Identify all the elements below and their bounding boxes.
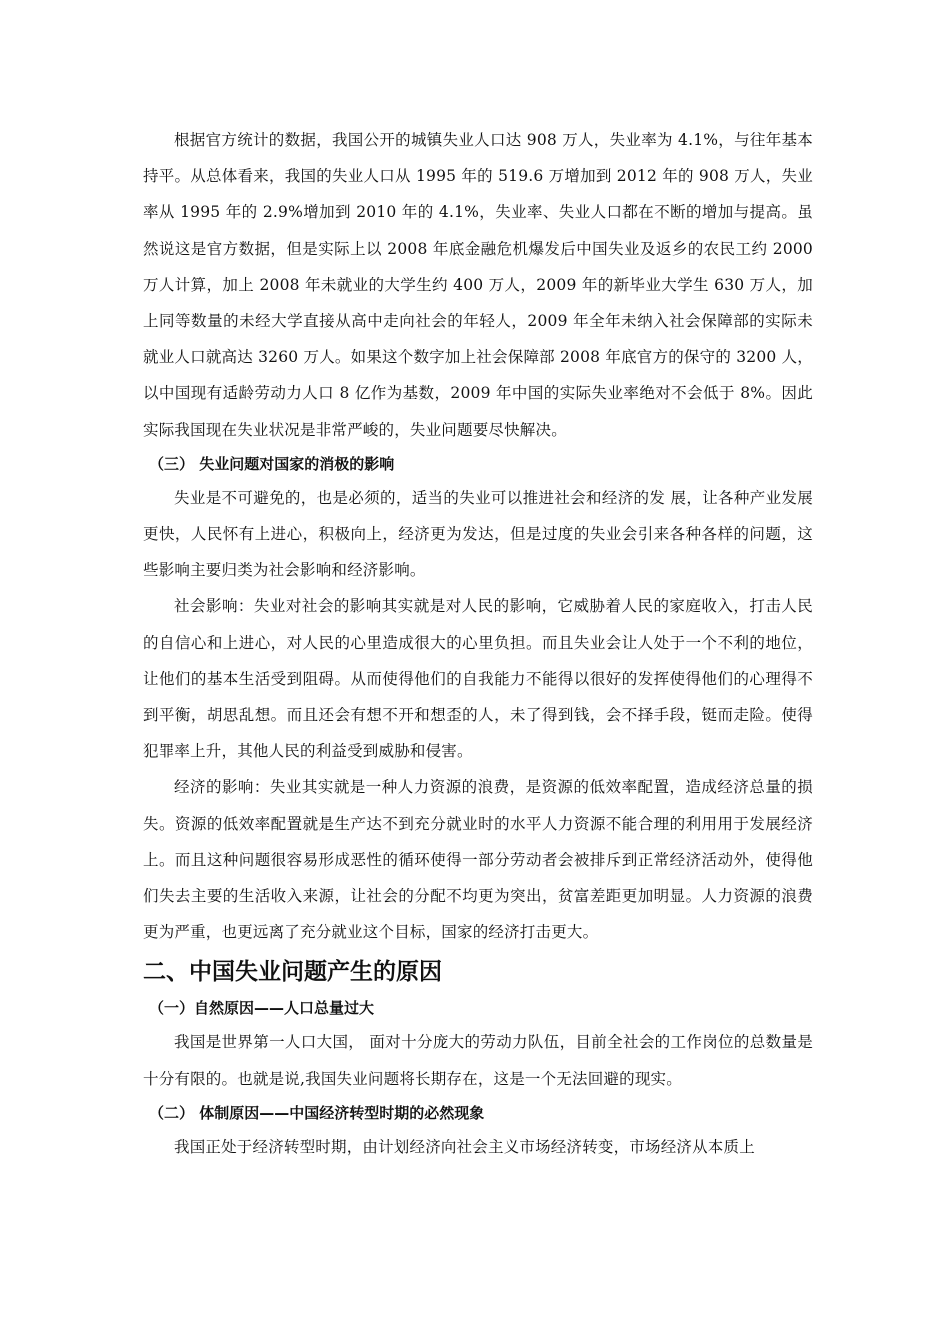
- paragraph-social-impact: 社会影响：失业对社会的影响其实就是对人民的影响，它威胁着人民的家庭收入，打击人民的自信心和上进心，对人民的心里造成很大的心里负担。而且失业会让人处于一个不利的地位，让他们的基本生活受到阻碍。从而使得他们的自我能力不能得以很好的发挥使得他们的心理得不到平衡，胡思乱想。而且还会有想不开和想歪的人，未了得到钱，会不择手段，铤而走险。使得犯罪率上升，其他人民的利益受到威胁和侵害。: [143, 597, 813, 761]
- paragraph-population: 我国是世界第一人口大国， 面对十分庞大的劳动力队伍，目前全社会的工作岗位的总数量是十分有限的。也就是说,我国失业问题将长期存在，这是一个无法回避的现实。: [143, 1033, 813, 1088]
- paragraph-unemployment-inevitable: 失业是不可避免的，也是必须的，适当的失业可以推进社会和经济的发 展，让各种产业发展更快，人民怀有上进心，积极向上，经济更为发达，但是过度的失业会引来各种各样的问题，这些影响主要归类为社会影响和经济影响。: [143, 488, 813, 580]
- subheading-negative-impact: （三） 失业问题对国家的消极的影响: [149, 454, 395, 473]
- document-body: [143, 122, 813, 1165]
- subheading-institutional-causes: （二） 体制原因——中国经济转型时期的必然现象: [149, 1103, 485, 1122]
- subheading-natural-causes: （一）自然原因——人口总量过大: [149, 999, 375, 1018]
- paragraph-economic-impact: 经济的影响：失业其实就是一种人力资源的浪费，是资源的低效率配置，造成经济总量的损失。资源的低效率配置就是生产达不到充分就业时的水平人力资源不能合理的利用用于发展经济上。而且这种问题很容易形成恶性的循环使得一部分劳动者会被排斥到正常经济活动外，使得他们失去主要的生活收入来源，让社会的分配不均更为突出，贫富差距更加明显。人力资源的浪费更为严重，也更远离了充分就业这个目标，国家的经济打击更大。: [143, 778, 813, 942]
- paragraph-economic-transition: 我国正处于经济转型时期，由计划经济向社会主义市场经济转变，市场经济从本质上: [174, 1137, 755, 1156]
- section-heading-causes: 二、中国失业问题产生的原因: [143, 959, 442, 986]
- paragraph-official-statistics: 根据官方统计的数据，我国公开的城镇失业人口达 908 万人，失业率为 4.1%，与往年基本持平。从总体看来，我国的失业人口从 1995 年的 519.6 万增加到 2012 年的 908 万人，失业率从 1995 年的 2.9%增加到 2010 年的 4.1%，失业率、失业人口都在不断的增加与提高。虽然说这是官方数据，但是实际上以 2008 年底金融危机爆发后中国失业及返乡的农民工约 2000 万人计算，加上 2008 年未就业的大学生约 400 万人，2009 年的新毕业大学生 630 万人，加上同等数量的未经大学直接从高中走向社会的年轻人，2009 年全年未纳入社会保障部的实际未就业人口就高达 3260 万人。如果这个数字加上社会保障部 2008 年底官方的保守的 3200 人，以中国现有适龄劳动力人口 8 亿作为基数，2009 年中国的实际失业率绝对不会低于 8%。因此实际我国现在失业状况是非常严峻的，失业问题要尽快解决。: [143, 131, 813, 439]
